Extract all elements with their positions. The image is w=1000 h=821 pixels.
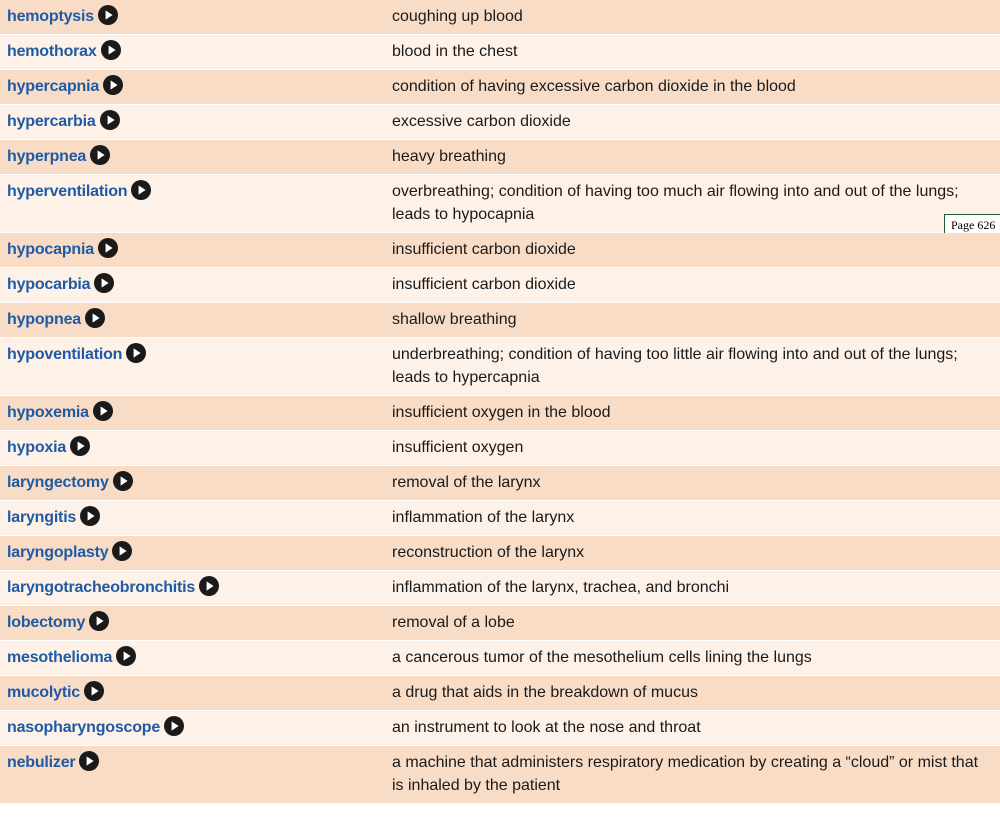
definition-cell: [385, 233, 1000, 268]
term-cell: [0, 0, 385, 35]
table-row: [0, 641, 1000, 676]
definition-cell: [385, 746, 1000, 804]
term-label: hemothorax: [7, 43, 97, 60]
definition-cell: [385, 35, 1000, 70]
page-marker: Page 626: [944, 214, 1000, 238]
definition-text: excessive carbon dioxide: [392, 113, 571, 130]
table-row: [0, 0, 1000, 35]
term-label: hypocapnia: [7, 241, 94, 258]
term-cell: [0, 396, 385, 431]
definition-text: removal of the larynx: [392, 474, 541, 491]
term-label: hypercapnia: [7, 78, 100, 95]
term-label: hyperpnea: [7, 148, 87, 165]
definition-cell: [385, 303, 1000, 338]
definition-text: condition of having excessive carbon dioxide in the blood: [392, 78, 796, 95]
play-circle-icon[interactable]: [126, 343, 146, 363]
definition-cell: [385, 268, 1000, 303]
term-cell: [0, 140, 385, 175]
term-label: hypopnea: [7, 311, 81, 328]
term-label: nebulizer: [7, 754, 76, 771]
definition-text: an instrument to look at the nose and throat: [392, 719, 701, 736]
play-circle-icon[interactable]: [89, 611, 109, 631]
definition-cell: [385, 338, 1000, 396]
definition-cell: [385, 501, 1000, 536]
play-circle-icon[interactable]: [100, 110, 120, 130]
term-cell: [0, 501, 385, 536]
definition-text: insufficient oxygen: [392, 439, 524, 456]
term-cell: [0, 536, 385, 571]
table-row: [0, 746, 1000, 804]
play-circle-icon[interactable]: [80, 506, 100, 526]
play-circle-icon[interactable]: [93, 401, 113, 421]
definition-cell: [385, 431, 1000, 466]
definition-cell: [385, 711, 1000, 746]
term-label: mucolytic: [7, 684, 80, 701]
definition-text: a drug that aids in the breakdown of mucus: [392, 684, 698, 701]
definition-text: a machine that administers respiratory medication by creating a “cloud” or mist that is inhaled by the patient: [392, 754, 979, 794]
term-label: hypoxia: [7, 439, 67, 456]
table-row: [0, 303, 1000, 338]
play-circle-icon[interactable]: [164, 716, 184, 736]
definition-text: heavy breathing: [392, 148, 506, 165]
definition-text: removal of a lobe: [392, 614, 515, 631]
table-row: [0, 140, 1000, 175]
play-circle-icon[interactable]: [199, 576, 219, 596]
table-row: [0, 268, 1000, 303]
definition-cell: [385, 676, 1000, 711]
table-row: [0, 431, 1000, 466]
term-cell: [0, 233, 385, 268]
table-row: [0, 338, 1000, 396]
table-row: [0, 396, 1000, 431]
term-cell: [0, 175, 385, 233]
term-cell: [0, 70, 385, 105]
table-row: [0, 233, 1000, 268]
table-row: [0, 711, 1000, 746]
term-label: laryngectomy: [7, 474, 109, 491]
play-circle-icon[interactable]: [101, 40, 121, 60]
definition-text: overbreathing; condition of having too much air flowing into and out of the lungs; leads to hypocapnia: [392, 183, 959, 223]
definition-cell: [385, 0, 1000, 35]
term-label: hemoptysis: [7, 8, 94, 25]
term-cell: [0, 746, 385, 804]
table-row: [0, 70, 1000, 105]
term-label: lobectomy: [7, 614, 86, 631]
definition-cell: [385, 70, 1000, 105]
term-label: hypocarbia: [7, 276, 91, 293]
play-circle-icon[interactable]: [131, 180, 151, 200]
table-row: [0, 466, 1000, 501]
term-cell: [0, 676, 385, 711]
term-cell: [0, 711, 385, 746]
term-cell: [0, 466, 385, 501]
definition-text: a cancerous tumor of the mesothelium cells lining the lungs: [392, 649, 812, 666]
table-row: [0, 35, 1000, 70]
definition-text: shallow breathing: [392, 311, 517, 328]
definition-text: insufficient carbon dioxide: [392, 241, 576, 258]
definition-cell: [385, 641, 1000, 676]
definition-text: reconstruction of the larynx: [392, 544, 585, 561]
term-cell: [0, 268, 385, 303]
play-circle-icon[interactable]: [113, 471, 133, 491]
term-label: hypoxemia: [7, 404, 89, 421]
term-cell: [0, 105, 385, 140]
definition-text: inflammation of the larynx: [392, 509, 575, 526]
term-label: laryngotracheobronchitis: [7, 579, 196, 596]
definition-cell: [385, 571, 1000, 606]
definition-cell: [385, 105, 1000, 140]
play-circle-icon[interactable]: [70, 436, 90, 456]
play-circle-icon[interactable]: [94, 273, 114, 293]
table-row: [0, 105, 1000, 140]
term-label: mesothelioma: [7, 649, 113, 666]
play-circle-icon[interactable]: [85, 308, 105, 328]
term-label: hypercarbia: [7, 113, 96, 130]
table-row: [0, 676, 1000, 711]
definition-cell: [385, 396, 1000, 431]
definition-cell: [385, 466, 1000, 501]
table-row: [0, 571, 1000, 606]
definition-cell: [385, 606, 1000, 641]
definition-text: insufficient oxygen in the blood: [392, 404, 611, 421]
play-circle-icon[interactable]: [98, 5, 118, 25]
term-label: hypoventilation: [7, 346, 123, 363]
term-cell: [0, 606, 385, 641]
term-cell: [0, 303, 385, 338]
definition-text: inflammation of the larynx, trachea, and bronchi: [392, 579, 730, 596]
term-label: laryngoplasty: [7, 544, 109, 561]
play-circle-icon[interactable]: [98, 238, 118, 258]
table-row: [0, 536, 1000, 571]
table-row: [0, 501, 1000, 536]
term-label: laryngitis: [7, 509, 77, 526]
play-circle-icon[interactable]: [103, 75, 123, 95]
definition-text: insufficient carbon dioxide: [392, 276, 576, 293]
term-cell: [0, 431, 385, 466]
definition-text: coughing up blood: [392, 8, 523, 25]
play-circle-icon[interactable]: [90, 145, 110, 165]
term-cell: [0, 35, 385, 70]
table-row: [0, 606, 1000, 641]
definition-text: underbreathing; condition of having too little air flowing into and out of the lungs; leads to hypercapnia: [392, 346, 958, 386]
definition-cell: [385, 140, 1000, 175]
table-row: [0, 175, 1000, 233]
term-cell: [0, 338, 385, 396]
definition-text: blood in the chest: [392, 43, 518, 60]
term-cell: [0, 641, 385, 676]
definition-cell: [385, 536, 1000, 571]
term-label: hyperventilation: [7, 183, 128, 200]
play-circle-icon[interactable]: [79, 751, 99, 771]
definition-cell: [385, 175, 1000, 233]
play-circle-icon[interactable]: [116, 646, 136, 666]
play-circle-icon[interactable]: [112, 541, 132, 561]
term-label: nasopharyngoscope: [7, 719, 161, 736]
play-circle-icon[interactable]: [84, 681, 104, 701]
term-cell: [0, 571, 385, 606]
